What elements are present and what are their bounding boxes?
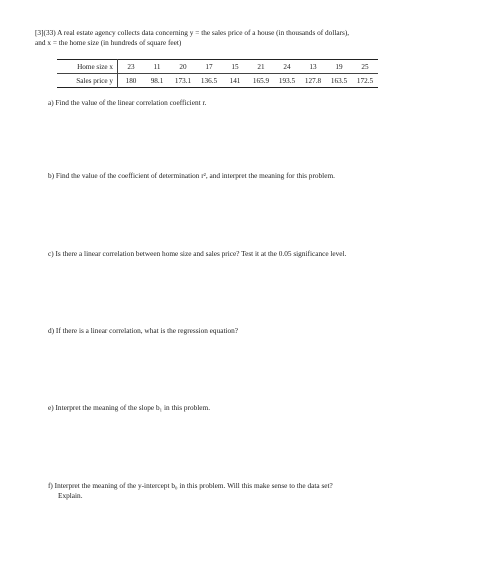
cell-x-2: 11	[144, 60, 170, 74]
question-f-line-1: f) Interpret the meaning of the y-intercept b₀ in this problem. Will this make sense to the data set?	[48, 481, 333, 490]
cell-y-7: 193.5	[278, 76, 296, 85]
table-row-home-size	[57, 60, 378, 74]
table-row-sales-price	[57, 74, 378, 88]
cell-y-2: 98.1	[150, 76, 164, 85]
cell-x-10: 25	[352, 60, 378, 74]
cell-y-3: 173.1	[174, 76, 192, 85]
cell-x-1: 23	[118, 60, 145, 74]
question-b: b) Find the value of the coefficient of determination r², and interpret the meaning for this problem.	[48, 171, 335, 180]
cell-y-1: 180	[125, 76, 137, 85]
cell-x-3: 20	[170, 60, 196, 74]
row-label-sales-price: Sales price y	[57, 74, 118, 88]
cell-y-5: 141	[229, 76, 241, 85]
data-table	[57, 59, 378, 88]
cell-x-9: 19	[326, 60, 352, 74]
problem-intro	[35, 28, 445, 48]
cell-y-9: 163.5	[330, 76, 348, 85]
question-a: a) Find the value of the linear correlation coefficient r.	[48, 98, 207, 107]
question-c: c) Is there a linear correlation between home size and sales price? Test it at the 0.05 significance level.	[48, 249, 347, 258]
row-label-home-size: Home size x	[57, 60, 118, 74]
cell-y-10: 172.5	[356, 76, 374, 85]
question-d: d) If there is a linear correlation, what is the regression equation?	[48, 326, 239, 335]
cell-x-6: 21	[248, 60, 274, 74]
cell-x-8: 13	[300, 60, 326, 74]
cell-x-5: 15	[222, 60, 248, 74]
cell-x-7: 24	[274, 60, 300, 74]
question-e: e) Interpret the meaning of the slope b₁ in this problem.	[48, 403, 211, 412]
cell-x-4: 17	[196, 60, 222, 74]
cell-y-4: 136.5	[200, 76, 218, 85]
question-f-line-2: Explain.	[58, 491, 83, 500]
intro-line-1: [3](33) A real estate agency collects data concerning y = the sales price of a house (in thousands of dollars),	[35, 28, 350, 37]
cell-y-6: 165.9	[252, 76, 270, 85]
cell-y-8: 127.8	[304, 76, 322, 85]
intro-line-2: and x = the home size (in hundreds of square feet)	[35, 38, 182, 47]
